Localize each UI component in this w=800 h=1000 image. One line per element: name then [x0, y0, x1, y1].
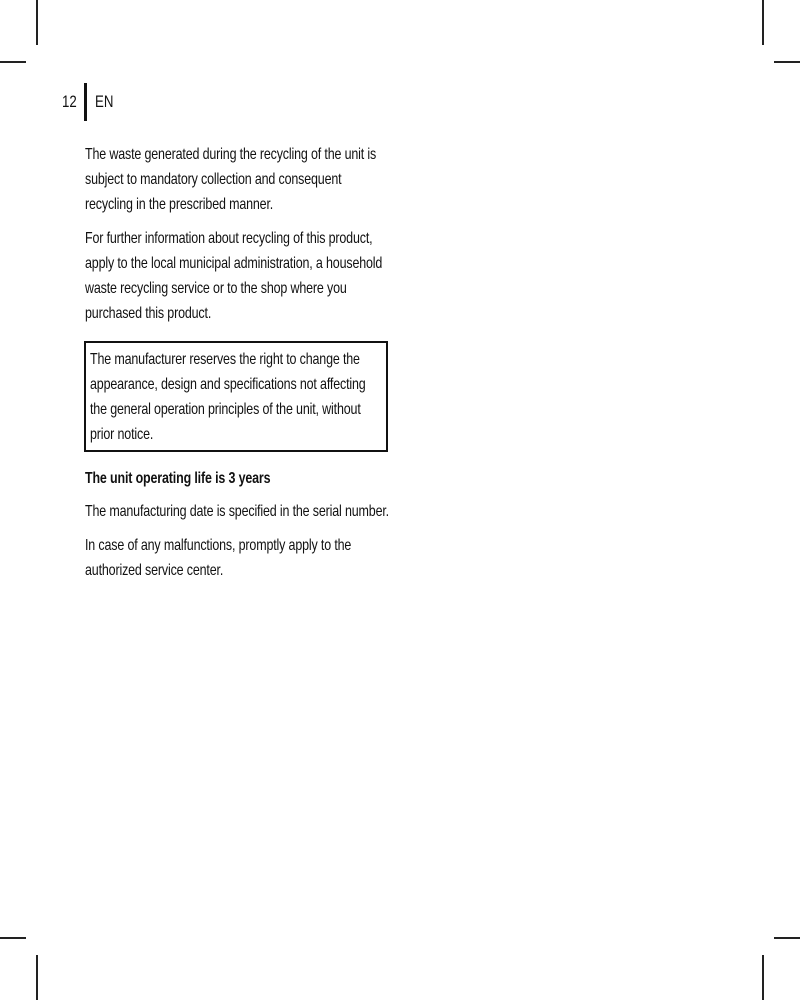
page-body [85, 142, 390, 592]
recycling-info-paragraph: For further information about recycling of this product, apply to the local municipal administration, a household waste recycling service or to the shop where you purchased this product. [85, 230, 383, 322]
header-divider [84, 83, 87, 121]
malfunctions-paragraph: In case of any malfunctions, promptly apply to the authorized service center. [85, 537, 352, 579]
crop-mark-top-right [762, 0, 764, 45]
manufacturing-date-paragraph: The manufacturing date is specified in the serial number. [85, 503, 389, 520]
operating-life-heading: The unit operating life is 3 years [85, 470, 271, 487]
crop-mark-top-right [774, 61, 800, 63]
manufacturer-notice-box [84, 341, 388, 452]
crop-mark-bottom-right [762, 955, 764, 1000]
crop-mark-top-left [36, 0, 38, 45]
crop-mark-bottom-left [36, 955, 38, 1000]
language-code: EN [95, 92, 114, 111]
crop-mark-bottom-left [0, 937, 26, 939]
recycling-waste-paragraph: The waste generated during the recycling of the unit is subject to mandatory collection and consequent recycling in the prescribed manner. [85, 146, 377, 213]
page-number: 12 [62, 92, 77, 111]
crop-mark-bottom-right [774, 937, 800, 939]
manufacturer-notice-text: The manufacturer reserves the right to change the appearance, design and specifications not affecting the general operation principles of the unit, without prior notice. [90, 351, 366, 443]
crop-mark-top-left [0, 61, 26, 63]
